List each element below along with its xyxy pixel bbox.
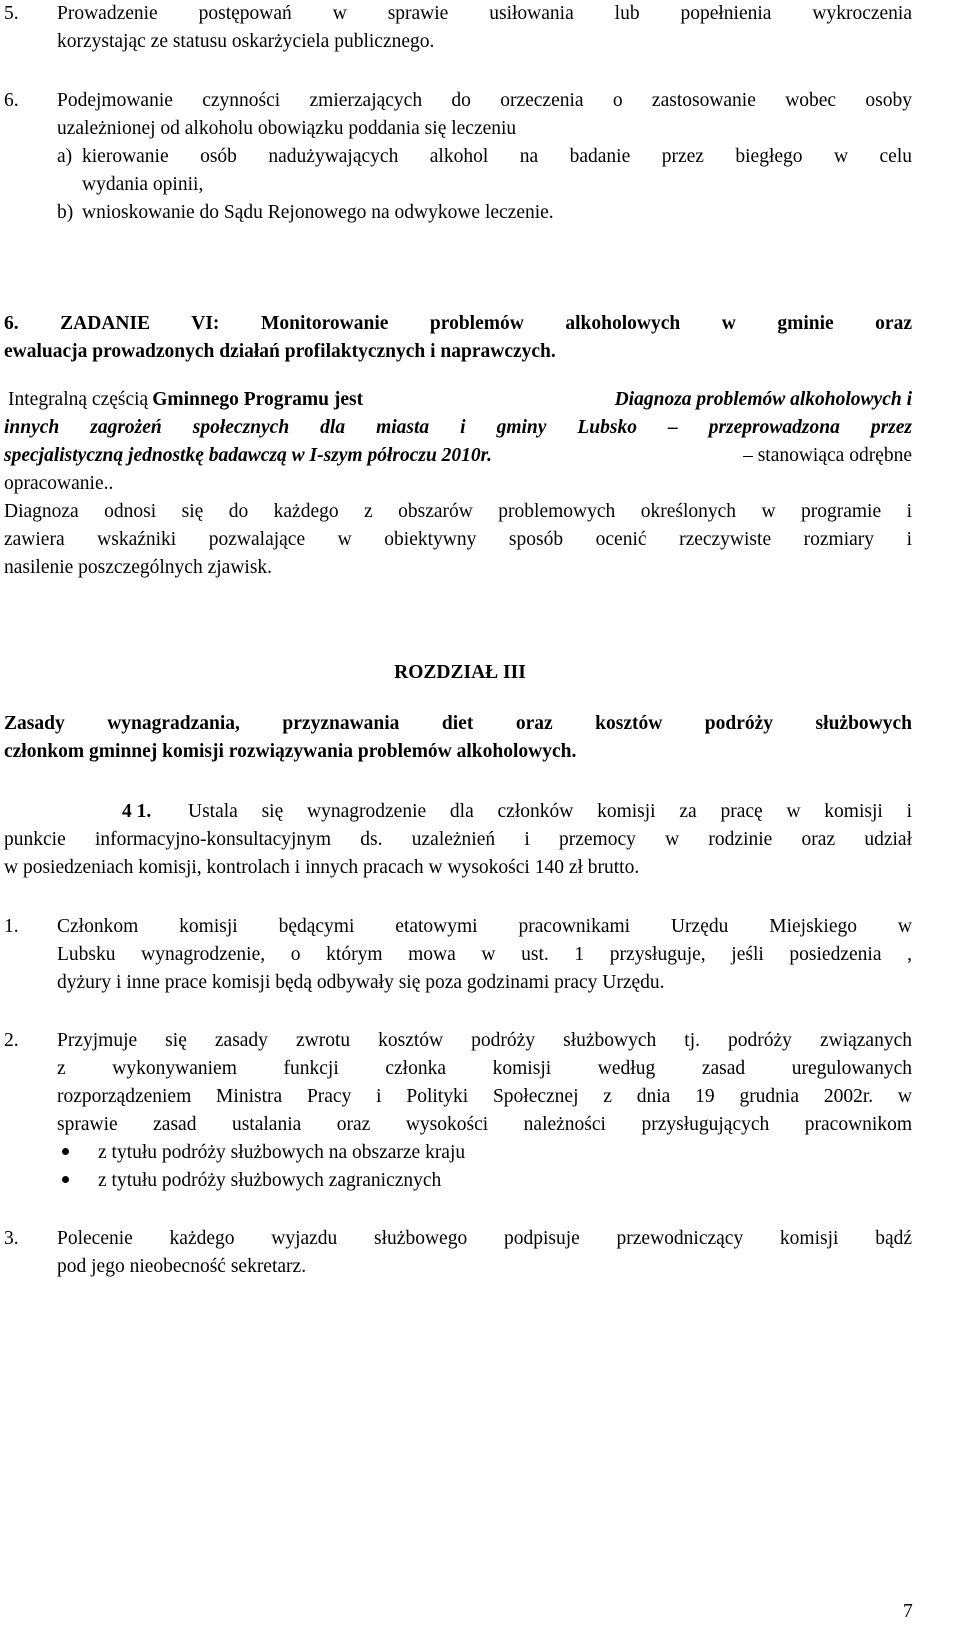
p1-italic-1: Diagnoza problemów alkoholowych i — [614, 389, 912, 410]
item-5-line-2: korzystając ze statusu oskarżyciela publicznego. — [57, 31, 435, 52]
item-6-line-2: uzależnionej od alkoholu obowiązku poddania się leczeniu — [57, 118, 517, 139]
point-2-bullet-2: z tytułu podróży służbowych zagranicznych — [98, 1170, 442, 1191]
section-4-line-2: punkcie informacyjno-konsultacyjnym ds. uzależnień i przemocy w rodzinie oraz udział — [4, 829, 912, 850]
section-4-line-1: Ustala się wynagrodzenie dla członków komisji za pracę w komisji i — [188, 801, 912, 822]
task-6-paragraph-2-line-1: Diagnoza odnosi się do każdego z obszarów problemowych określonych w programie i — [4, 501, 912, 522]
item-5-line-1: Prowadzenie postępowań w sprawie usiłowania lub popełnienia wykroczenia — [57, 3, 912, 24]
point-3-line-1: Polecenie każdego wyjazdu służbowego podpisuje przewodniczący komisji bądź — [57, 1228, 912, 1249]
bullet-dot — [62, 1148, 69, 1155]
point-3-line-2: pod jego nieobecność sekretarz. — [57, 1256, 307, 1277]
chapter-title: ROZDZIAŁ III — [394, 662, 526, 683]
task-6-paragraph-1-line-3 — [4, 444, 912, 468]
task-6-paragraph-1-line-4: opracowanie.. — [4, 473, 114, 494]
item-6-line-1: Podejmowanie czynności zmierzających do orzeczenia o zastosowanie wobec osoby — [57, 90, 912, 111]
section-4-mark: 4 1. — [122, 801, 152, 822]
task-6-paragraph-1-line-2: innych zagrożeń społecznych dla miasta i gminy Lubsko – przeprowadzona przez — [4, 417, 912, 438]
point-2-line-3: rozporządzeniem Ministra Pracy i Polityki Społecznej z dnia 19 grudnia 2002r. w — [57, 1086, 912, 1107]
task-6-paragraph-2-line-3: nasilenie poszczególnych zjawisk. — [4, 557, 273, 578]
point-1-line-2: Lubsku wynagrodzenie, o którym mowa w ust. 1 przysługuje, jeśli posiedzenia , — [57, 944, 912, 965]
point-2-line-1: Przyjmuje się zasady zwrotu kosztów podróży służbowych tj. podróży związanych — [57, 1030, 912, 1051]
point-2-bullet-1: z tytułu podróży służbowych na obszarze kraju — [98, 1142, 466, 1163]
point-3-number: 3. — [4, 1228, 19, 1249]
task-6-heading-line-1: 6. ZADANIE VI: Monitorowanie problemów alkoholowych w gminie oraz — [4, 313, 912, 334]
point-1-line-1: Członkom komisji będącymi etatowymi pracownikami Urzędu Miejskiego w — [57, 916, 912, 937]
point-2-line-2: z wykonywaniem funkcji członka komisji według zasad uregulowanych — [57, 1058, 912, 1079]
item-6b-label: b) — [57, 202, 74, 223]
point-2-line-4: sprawie zasad ustalania oraz wysokości należności przysługujących pracownikom — [57, 1114, 912, 1135]
item-6a-line-1: kierowanie osób nadużywających alkohol na badanie przez biegłego w celu — [82, 146, 912, 167]
section-4-line-3: w posiedzeniach komisji, kontrolach i innych pracach w wysokości 140 zł brutto. — [4, 857, 640, 878]
item-6a-line-2: wydania opinii, — [82, 174, 204, 195]
point-1-line-3: dyżury i inne prace komisji będą odbywały się poza godzinami pracy Urzędu. — [57, 972, 665, 993]
item-5-number: 5. — [4, 3, 19, 24]
task-6-paragraph-1-line-1 — [8, 388, 912, 412]
point-1-number: 1. — [4, 916, 19, 937]
p1-line-3-italic: specjalistyczną jednostkę badawczą w I-szym półroczu 2010r. — [4, 445, 493, 466]
p1-bold: Gminnego Programu jest — [152, 389, 364, 410]
item-6b-line-1: wnioskowanie do Sądu Rejonowego na odwykowe leczenie. — [82, 202, 554, 223]
p1-start: Integralną częścią — [8, 389, 149, 410]
point-2-number: 2. — [4, 1030, 19, 1051]
p1-line-3-rest: – stanowiąca odrębne — [743, 445, 912, 466]
page-number: 7 — [903, 1601, 913, 1622]
task-6-heading-line-2: ewaluacja prowadzonych działań profilaktycznych i naprawczych. — [4, 341, 556, 362]
bullet-dot — [62, 1176, 69, 1183]
chapter-heading-line-2: członkom gminnej komisji rozwiązywania problemów alkoholowych. — [4, 741, 577, 762]
chapter-heading-line-1: Zasady wynagradzania, przyznawania diet oraz kosztów podróży służbowych — [4, 713, 912, 734]
item-6a-label: a) — [57, 146, 73, 167]
task-6-paragraph-2-line-2: zawiera wskaźniki pozwalające w obiektywny sposób ocenić rzeczywiste rozmiary i — [4, 529, 912, 550]
item-6-number: 6. — [4, 90, 19, 111]
